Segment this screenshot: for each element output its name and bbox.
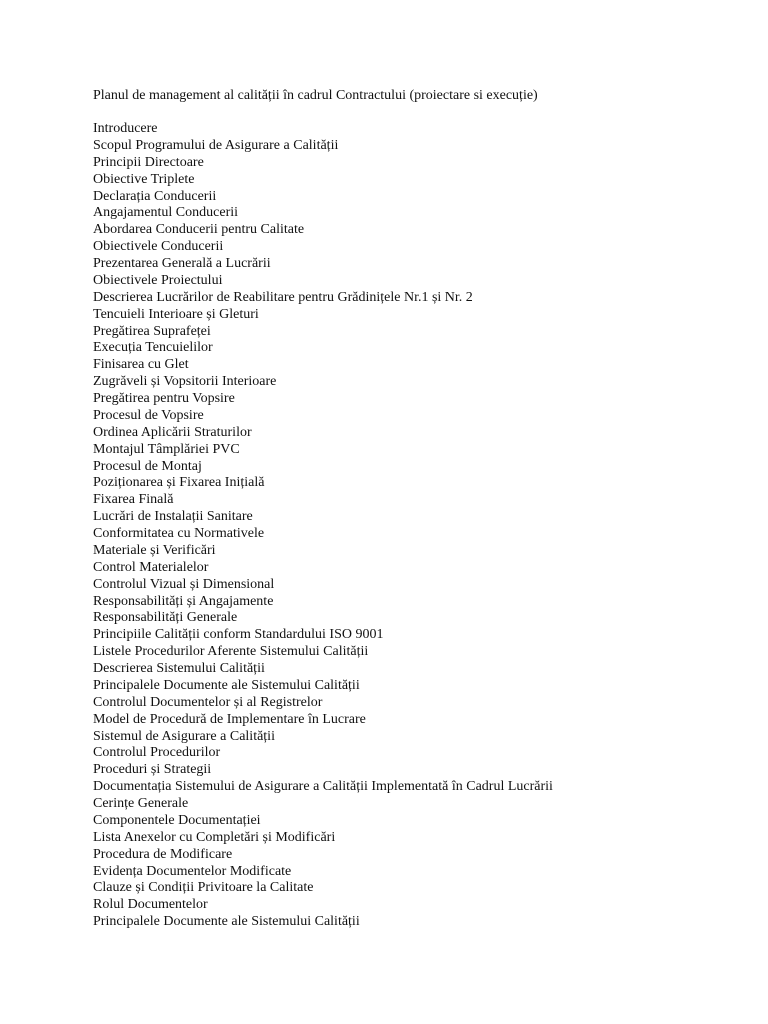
toc-item: Controlul Documentelor și al Registrelor xyxy=(93,694,323,710)
toc-item: Cerințe Generale xyxy=(93,796,189,811)
toc-item: Proceduri și Strategii xyxy=(93,762,212,778)
toc-item: Abordarea Conducerii pentru Calitate xyxy=(93,222,305,238)
toc-item: Prezentarea Generală a Lucrării xyxy=(93,256,271,271)
toc-item: Procesul de Vopsire xyxy=(93,407,204,423)
toc-item: Ordinea Aplicării Straturilor xyxy=(93,424,252,440)
toc-item: Execuția Tencuielilor xyxy=(93,340,213,356)
toc-item: Materiale și Verificări xyxy=(93,542,216,558)
toc-item: Principalele Documente ale Sistemului Calității xyxy=(93,677,360,693)
toc-item: Listele Procedurilor Aferente Sistemului Calității xyxy=(93,644,369,660)
toc-item: Zugrăveli și Vopsitorii Interioare xyxy=(93,374,277,390)
toc-item: Procesul de Montaj xyxy=(93,458,202,474)
toc-item: Responsabilități și Angajamente xyxy=(93,593,274,609)
toc-item: Controlul Procedurilor xyxy=(93,745,221,761)
toc-item: Evidența Documentelor Modificate xyxy=(93,863,292,879)
toc-item: Conformitatea cu Normativele xyxy=(93,526,265,541)
toc-item: Control Materialelor xyxy=(93,559,209,575)
toc-item: Procedura de Modificare xyxy=(93,846,233,862)
toc-item: Principiile Calității conform Standardului ISO 9001 xyxy=(93,627,384,643)
toc-item: Poziționarea și Fixarea Inițială xyxy=(93,475,265,491)
toc-item: Pregătirea pentru Vopsire xyxy=(93,391,235,406)
toc-item: Rolul Documentelor xyxy=(93,897,208,913)
toc-item: Tencuieli Interioare și Gleturi xyxy=(93,306,259,322)
table-of-contents xyxy=(93,121,733,931)
toc-item: Scopul Programului de Asigurare a Calității xyxy=(93,137,339,153)
toc-item: Principii Directoare xyxy=(93,154,204,170)
toc-item: Documentația Sistemului de Asigurare a Calității Implementată în Cadrul Lucrării xyxy=(93,779,553,795)
toc-item: Componentele Documentației xyxy=(93,812,261,828)
toc-item: Descrierea Lucrărilor de Reabilitare pentru Grădinițele Nr.1 și Nr. 2 xyxy=(93,289,473,305)
toc-item: Lucrări de Instalații Sanitare xyxy=(93,509,253,525)
document-body xyxy=(93,87,733,945)
toc-item: Obiectivele Proiectului xyxy=(93,272,223,288)
toc-item: Responsabilități Generale xyxy=(93,610,238,626)
toc-item: Principalele Documente ale Sistemului Calității xyxy=(93,914,360,930)
toc-item: Obiectivele Conducerii xyxy=(93,239,224,255)
toc-item: Lista Anexelor cu Completări și Modificări xyxy=(93,829,336,845)
toc-item: Controlul Vizual și Dimensional xyxy=(93,576,275,592)
toc-item: Descrierea Sistemului Calității xyxy=(93,661,265,676)
toc-item: Pregătirea Suprafeței xyxy=(93,323,211,339)
toc-item: Clauze și Condiții Privitoare la Calitate xyxy=(93,880,314,896)
toc-item: Introducere xyxy=(93,121,158,136)
toc-item: Finisarea cu Glet xyxy=(93,357,189,373)
toc-item: Angajamentul Conducerii xyxy=(93,205,239,221)
toc-item: Montajul Tâmplăriei PVC xyxy=(93,441,240,457)
toc-item: Fixarea Finală xyxy=(93,492,174,508)
toc-item: Obiective Triplete xyxy=(93,171,195,187)
document-title: Planul de management al calității în cadrul Contractului (proiectare si execuție) xyxy=(93,88,538,103)
toc-item: Declarația Conducerii xyxy=(93,188,217,204)
toc-item: Model de Procedură de Implementare în Lucrare xyxy=(93,711,366,727)
toc-item: Sistemul de Asigurare a Calității xyxy=(93,728,275,744)
